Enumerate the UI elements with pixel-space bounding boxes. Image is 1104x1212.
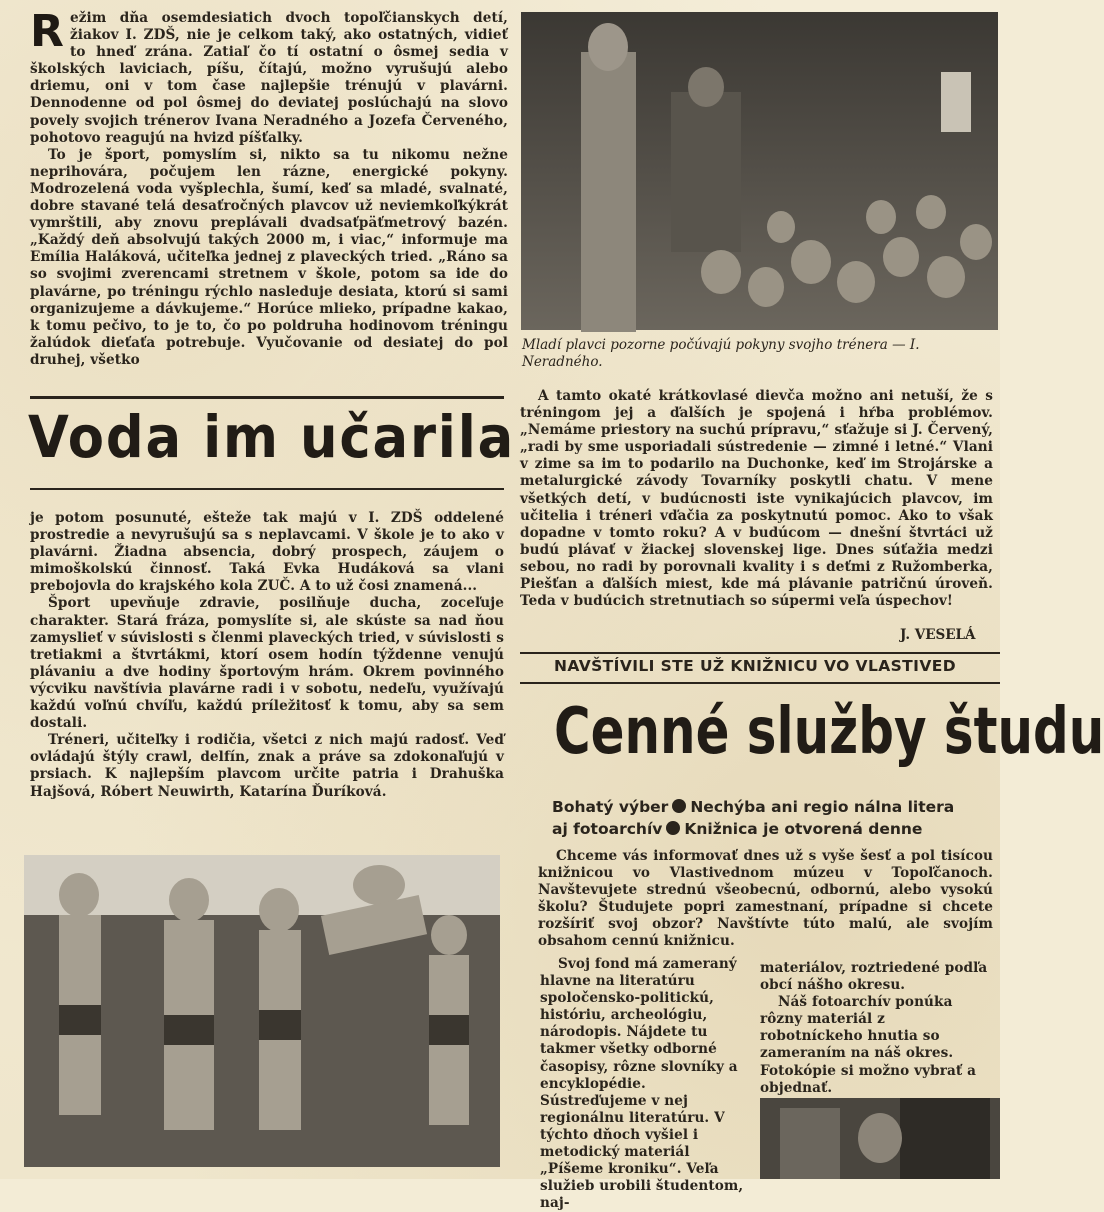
kicker-library: NAVŠTÍVILI STE UŽ KNIŽNICU VO VLASTIVED (554, 657, 956, 675)
article2-lead (538, 848, 993, 950)
bullet-icon (666, 821, 680, 835)
kicker-rule-bottom (520, 682, 1000, 684)
article2-col-b (760, 960, 990, 1096)
subhead-row-2: aj fotoarchív Knižnica je otvorená denne (552, 820, 923, 838)
drop-cap: R (30, 6, 64, 57)
headline-rule-top (30, 396, 504, 399)
headline-voda-im-ucarila: Voda im učarila (28, 403, 516, 471)
bullet-icon (672, 799, 686, 813)
lead-paragraph: Chceme vás informovať dnes už s vyše šesť a pol tisícou knižnicou vo Vlastivednom múzeu v Topoľčanoch. Navštevujete strednú všeobecnú, odbornú, alebo vysokú školu? Študujete popri zamestnaní, prípadne si chcete rozšíriť svoj obzor? Navštívte túto malú, ale svojím obsahom cennú knižnicu. (538, 848, 993, 950)
col-a-paragraph: Svoj fond má zameraný hlavne na literatúru spoločensko-politickú, históriu, archeológiu, národopis. Nájdete tu takmer všetky odborné časopisy, rôzne slovníky a encyklopédie. Sústreďujeme v nej regionálnu literatúru. V týchto dňoch vyšiel i metodický materiál „Píšeme kroniku“. Veľa služieb urobili študentom, naj- (540, 956, 744, 1212)
paragraph-3: je potom posunuté, ešteže tak majú v I. ZDŠ oddelené prostredie a nevyrušujú sa s neplavcami. V škole je to ako v plavárni. Žiadna absencia, dobrý prospech, záujem o mimoškolskú činnosť. Taká Evka Hudáková sa vlani prebojovla do krajského kola ZUČ. A to už čosi znamená... (30, 510, 504, 595)
paragraph-5: Tréneri, učiteľky i rodičia, všetci z nich majú radosť. Veď ovládajú štýly crawl, delfín, znak a práve sa zdokonaľujú v prsiach. K najlepším plavcom určite patria i Drahuška Hajšová, Róbert Neuwirth, Katarína Ďuríková. (30, 732, 504, 800)
kicker-rule-top (520, 652, 1000, 654)
intro-paragraph: Režim dňa osemdesiatich dvoch topoľčianskych detí, žiakov I. ZDŠ, nie je celkom taký, ako ostatných, vidieť to hneď zrána. Zatiaľ čo tí ostatní o ôsmej sedia v školských laviciach, píšu, čítajú, možno vyrušujú alebo driemu, oni v tom čase najlepšie trénujú v plavárni. Dennodenne od pol ôsmej do deviatej poslúchajú na slovo povely svojich trénerov Ivana Neradného a Jozefa Červeného, pohotovo reagujú na hvizd píšťalky. (30, 6, 508, 146)
photo-swimmers-listening-image (521, 12, 998, 330)
article-body-left (30, 510, 504, 840)
article2-col-a (540, 956, 745, 1212)
headline-rule-bottom (30, 488, 504, 490)
photo-swimmers-diving-image (24, 855, 500, 1167)
article-intro (30, 6, 508, 382)
col-b-paragraph-1: materiálov, roztriedené podľa obcí nášho okresu. (760, 960, 988, 994)
headline-cenne-sluzby: Cenné služby študu (554, 695, 1104, 769)
photo-swimmers-diving (24, 855, 500, 1167)
photo-swimmers-listening (521, 12, 998, 330)
photo-caption: Mladí plavci pozorne počúvajú pokyny svojho trénera — I. Neradného. (522, 337, 920, 370)
paragraph-2: To je šport, pomyslím si, nikto sa tu nikomu nežne neprihovára, počujem len rázne, energické pokyny. Modrozelená voda vyšplechla, šumí, keď sa mladé, svalnaté, dobre stavané telá desaťročných plavcov už neviemkoľkýkrát vymrštili, aby znovu preplávali dvadsaťpäťmetrový bazén. „Každý deň absolvujú takých 2000 m, i viac,“ informuje ma Emília Haláková, učiteľka jednej z plaveckých tried. „Ráno sa so svojimi zverencami stretnem v škole, potom sa ide do plavárne, po tréningu rýchlo nasleduje desiata, ktorú si sami organizujeme a dávkujeme.“ Horúce mlieko, prípadne kakao, k tomu pečivo, to je to, čo po poldruha hodinovom tréningu žalúdok dieťaťa potrebuje. Vyučovanie od desiatej do pol druhej, všetko (30, 146, 508, 368)
subhead-row-1: Bohatý výber Nechýba ani regio nálna litera (552, 798, 955, 816)
photo-library-image (760, 1098, 1000, 1179)
byline: J. VESELÁ (900, 627, 976, 643)
paragraph-4: Šport upevňuje zdravie, posilňuje ducha, zoceľuje charakter. Stará fráza, pomyslíte si, ale skúste sa nad ňou zamyslieť v súvislosti s členmi plaveckých tried, v súvislosti s tretiakmi a štvrtákmi, ktorí osem hodín týždenne venujú plávaniu a dve hodiny športovým hrám. Okrem povinného výcviku navštívia plavárne radi i v sobotu, nedeľu, využívajú každú voľnú chvíľu, každú príležitosť k tomu, aby sa sem dostali. (30, 595, 504, 732)
article2-header (520, 650, 1104, 860)
paragraph-6: A tamto okaté krátkovlasé dievča možno ani netuší, že s tréningom jej a ďalších je spojená i hŕba problémov. „Nemáme priestory na suchú prípravu,“ sťažuje si J. Červený, „radi by sme usporiadali sústredenie — zimné i letné.“ Vlani v zime sa im to podarilo na Duchonke, keď im Strojárske a metalurgické závody Tovarníky poskytli chatu. V mene všetkých detí, v budúcnosti iste vynikajúcich plavcov, im učitelia i tréneri vďačia za poskytnutú pomoc. Ako to však dopadne v tomto roku? A v budúcom — dnešní štvrtáci už budú plávať v žiackej slovenskej lige. Dnes súťažia medzi sebou, no radi by porovnali kvality i s deťmi z Ružomberka, Piešťan a ďalších miest, kde má plávanie patričnú úroveň. Teda v budúcich stretnutiach so súpermi veľa úspechov! (520, 388, 993, 610)
col-b-paragraph-2: Náš fotoarchív ponúka rôzny materiál z robotníckeho hnutia so zameraním na náš okres. Fotokópie si možno vybrať a objednať. (760, 994, 977, 1096)
article-body-right (520, 388, 993, 622)
photo-library (760, 1098, 1000, 1179)
